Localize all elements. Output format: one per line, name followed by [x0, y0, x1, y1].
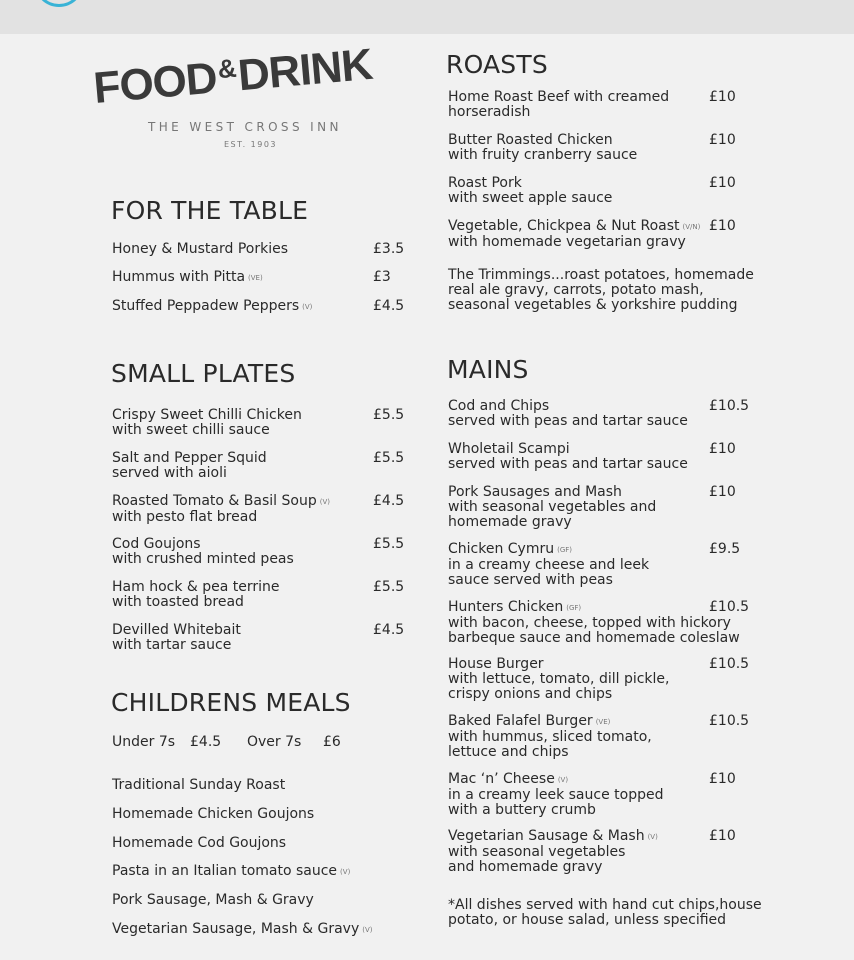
menu-item	[112, 408, 302, 438]
item-description: in a creamy leek sauce topped	[448, 787, 664, 803]
item-price: £5.5	[373, 407, 405, 423]
section-title-mains: MAINS	[447, 355, 529, 384]
item-price: £10	[709, 771, 736, 787]
item-name: Traditional Sunday Roast	[112, 777, 286, 793]
section-title-childrens-meals: CHILDRENS MEALS	[111, 688, 351, 717]
logo-ampersand: &	[216, 52, 237, 85]
item-price: £10	[709, 441, 736, 457]
menu-item	[448, 600, 740, 646]
item-description: served with peas and tartar sauce	[448, 413, 688, 429]
kids-menu-item	[112, 922, 373, 938]
item-name: Pork Sausage, Mash & Gravy	[112, 892, 314, 908]
trimmings-note	[448, 268, 754, 313]
item-description: with sweet chilli sauce	[112, 422, 270, 438]
item-name: House Burger	[448, 656, 544, 672]
top-strip	[0, 0, 854, 34]
menu-item	[112, 494, 330, 525]
item-name: Devilled Whitebait	[112, 622, 241, 638]
dietary-tag: (V)	[302, 303, 313, 311]
item-price: £10.5	[709, 599, 750, 615]
kids-menu-item	[112, 807, 314, 822]
item-price: £4.5	[373, 622, 405, 638]
menu-item	[448, 714, 652, 760]
kids-over-7-price: £6	[323, 734, 341, 750]
item-description: with homemade vegetarian gravy	[448, 234, 686, 250]
item-name: Home Roast Beef with creamed	[448, 89, 670, 105]
trimmings-line: The Trimmings...roast potatoes, homemade	[448, 267, 754, 283]
section-title-for-the-table: FOR THE TABLE	[111, 196, 309, 225]
item-name: Pork Sausages and Mash	[448, 484, 622, 500]
item-description: with fruity cranberry sauce	[448, 147, 638, 163]
item-description: with sweet apple sauce	[448, 190, 613, 206]
kids-under-7-label: Under 7s	[112, 734, 176, 750]
item-name: Ham hock & pea terrine	[112, 579, 280, 595]
logo-established: EST. 1903	[224, 140, 278, 149]
dietary-tag: (V)	[647, 833, 658, 841]
item-name: Homemade Cod Goujons	[112, 835, 287, 851]
menu-item	[448, 657, 669, 702]
item-description: with tartar sauce	[112, 637, 232, 653]
item-description: in a creamy cheese and leek	[448, 557, 650, 573]
menu-item	[448, 772, 663, 818]
menu-item	[448, 219, 700, 250]
item-name: Hunters Chicken	[448, 599, 564, 615]
item-description: lettuce and chips	[448, 744, 569, 760]
item-description: served with aioli	[112, 465, 227, 481]
kids-menu-item	[112, 864, 350, 880]
item-description: homemade gravy	[448, 514, 572, 530]
menu-item	[112, 242, 288, 257]
item-description: with toasted bread	[112, 594, 244, 610]
logo	[91, 39, 406, 160]
sides-footnote	[448, 898, 762, 928]
menu-item	[448, 829, 658, 875]
item-price: £10.5	[709, 713, 750, 729]
item-description: horseradish	[448, 104, 531, 120]
menu-item	[112, 451, 267, 481]
item-name: Crispy Sweet Chilli Chicken	[112, 407, 302, 423]
menu-item	[448, 399, 688, 429]
item-price: £10.5	[709, 398, 750, 414]
item-name: Chicken Cymru	[448, 541, 555, 557]
item-name: Roasted Tomato & Basil Soup	[112, 493, 317, 509]
item-price: £9.5	[709, 541, 741, 557]
item-name: Mac ‘n’ Cheese	[448, 771, 555, 787]
item-description: with a buttery crumb	[448, 802, 596, 818]
menu-item	[112, 299, 312, 315]
menu-item	[448, 176, 612, 206]
kids-menu-item	[112, 778, 285, 793]
item-name: Baked Falafel Burger	[448, 713, 593, 729]
kids-menu-item	[112, 893, 314, 908]
item-description: and homemade gravy	[448, 859, 603, 875]
item-description: sauce served with peas	[448, 572, 613, 588]
item-description: with seasonal vegetables and	[448, 499, 657, 515]
item-price: £10	[709, 132, 736, 148]
logo-venue-name: THE WEST CROSS INN	[148, 120, 342, 134]
item-price: £10	[709, 218, 736, 234]
menu-item	[112, 537, 294, 567]
item-name: Vegetarian Sausage, Mash & Gravy	[112, 921, 360, 937]
item-name: Vegetarian Sausage & Mash	[448, 828, 645, 844]
item-name: Stuffed Peppadew Peppers	[112, 298, 300, 314]
item-price: £3.5	[373, 241, 405, 257]
item-name: Butter Roasted Chicken	[448, 132, 613, 148]
item-name: Salt and Pepper Squid	[112, 450, 267, 466]
menu-item	[112, 623, 241, 653]
item-name: Hummus with Pitta	[112, 269, 246, 285]
item-description: with crushed minted peas	[112, 551, 294, 567]
item-description: with pesto flat bread	[112, 509, 258, 525]
item-description: barbeque sauce and homemade coleslaw	[448, 630, 740, 646]
menu-item	[112, 270, 263, 286]
item-description: served with peas and tartar sauce	[448, 456, 688, 472]
item-price: £3	[373, 269, 391, 285]
section-title-roasts: ROASTS	[446, 50, 548, 79]
item-name: Wholetail Scampi	[448, 441, 570, 457]
item-name: Honey & Mustard Porkies	[112, 241, 289, 257]
item-price: £5.5	[373, 579, 405, 595]
item-description: with lettuce, tomato, dill pickle,	[448, 671, 670, 687]
item-price: £10.5	[709, 656, 750, 672]
item-name: Cod and Chips	[448, 398, 550, 414]
item-name: Homemade Chicken Goujons	[112, 806, 315, 822]
item-price: £4.5	[373, 493, 405, 509]
dietary-tag: (GF)	[557, 546, 573, 554]
dietary-tag: (V)	[362, 926, 373, 934]
trimmings-line: seasonal vegetables & yorkshire pudding	[448, 297, 738, 313]
footnote-line: *All dishes served with hand cut chips,house	[448, 897, 762, 913]
item-price: £10	[709, 484, 736, 500]
footnote-line: potato, or house salad, unless specified	[448, 912, 727, 928]
dietary-tag: (V)	[340, 868, 351, 876]
item-price: £10	[709, 828, 736, 844]
item-price: £5.5	[373, 536, 405, 552]
dietary-tag: (V)	[557, 776, 569, 784]
item-price: £4.5	[373, 298, 405, 314]
menu-item	[448, 90, 669, 120]
item-price: £10	[709, 89, 736, 105]
item-price: £10	[709, 175, 736, 191]
menu-item	[448, 442, 688, 472]
item-description: with seasonal vegetables	[448, 844, 626, 860]
item-price: £5.5	[373, 450, 405, 466]
kids-under-7-price: £4.5	[190, 734, 222, 750]
dietary-tag: (V)	[319, 498, 330, 506]
item-name: Roast Pork	[448, 175, 522, 191]
item-name: Vegetable, Chickpea & Nut Roast	[448, 218, 680, 234]
dietary-tag: (GF)	[566, 604, 582, 612]
item-description: crispy onions and chips	[448, 686, 613, 702]
trimmings-line: real ale gravy, carrots, potato mash,	[448, 282, 704, 298]
item-name: Pasta in an Italian tomato sauce	[112, 863, 338, 879]
item-description: with bacon, cheese, topped with hickory	[448, 615, 731, 631]
section-title-small-plates: SMALL PLATES	[111, 359, 296, 388]
kids-menu-item	[112, 836, 286, 851]
menu-item	[112, 580, 280, 610]
logo-word-food: FOOD	[91, 53, 219, 114]
dietary-tag: (VE)	[248, 274, 263, 282]
menu-item	[448, 542, 649, 588]
kids-over-7-label: Over 7s	[247, 734, 302, 750]
dietary-tag: (VE)	[595, 718, 611, 726]
menu-item	[448, 133, 637, 163]
item-name: Cod Goujons	[112, 536, 201, 552]
item-description: with hummus, sliced tomato,	[448, 729, 652, 745]
menu-item	[448, 485, 656, 530]
dietary-tag: (V/N)	[682, 223, 701, 231]
logo-word-drink: DRINK	[235, 39, 375, 101]
